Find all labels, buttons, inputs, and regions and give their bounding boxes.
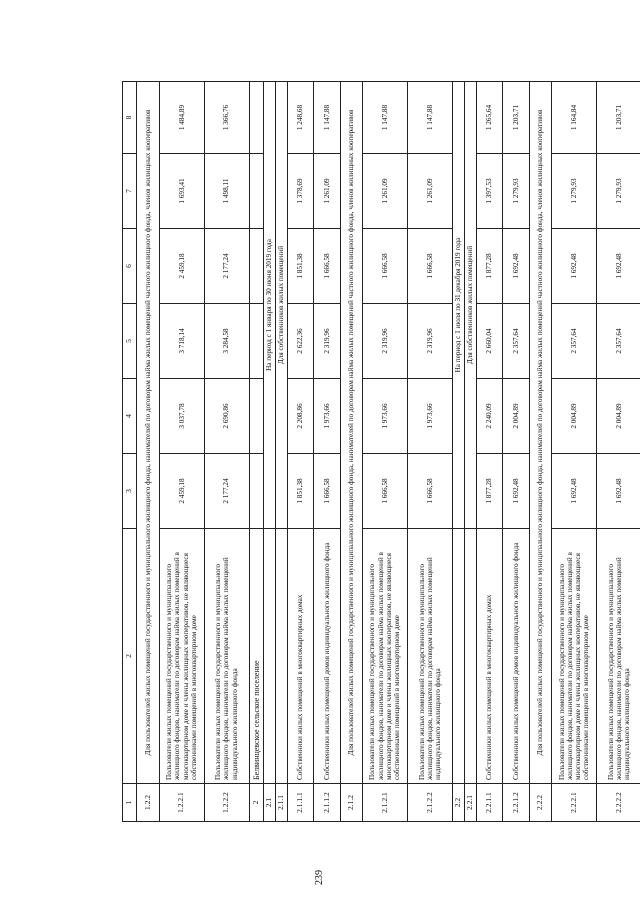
row-value: 2 690,86 — [204, 379, 249, 454]
table-row — [275, 82, 287, 822]
category-title: Для пользователей жилых помещений государственного и муниципального жилищного фонда, нанимателей по договорам найма жилых помещений частного жилищного фонда, членов жилищных кооперативов — [340, 82, 362, 784]
row-value: 1 265,64 — [476, 82, 503, 154]
row-value: 1 498,11 — [204, 154, 249, 229]
table-row — [552, 82, 597, 822]
row-value: 1 279,93 — [552, 154, 597, 229]
row-value: 1 147,88 — [363, 82, 408, 154]
row-code: 2.2.1.2 — [503, 784, 530, 822]
row-value: 2 622,36 — [287, 304, 314, 379]
header-cell: 6 — [123, 229, 137, 304]
category-title: Для пользователей жилых помещений государственного и муниципального жилищного фонда, нанимателей по договорам найма жилых помещений частного жилищного фонда, членов жилищных кооперативов — [137, 82, 159, 784]
row-value: 3 718,14 — [159, 304, 204, 379]
table-row — [363, 82, 408, 822]
row-description: Пользователи жилых помещений государственного и муниципального жилищного фондов, наниматели по договорам найма жилых помещений в многоквартирном доме и члены жилищных кооперативов, не являющиеся собственниками помещений в многоквартирном доме — [363, 529, 408, 784]
header-cell: 2 — [123, 529, 137, 784]
row-value: 1 397,53 — [476, 154, 503, 229]
empty-cell — [249, 82, 263, 154]
row-value: 1 666,58 — [363, 454, 408, 529]
row-description: Пользователи жилых помещений государственного и муниципального жилищного фондов, наниматели по договорам найма жилых помещений индивидуального жилищного фонда — [407, 529, 452, 784]
row-value: 1 279,93 — [503, 154, 530, 229]
row-code: 2.1 — [263, 784, 275, 822]
row-description: Собственники жилых помещений в многоквартирных домах — [287, 529, 314, 784]
empty-cell — [249, 154, 263, 229]
table-row — [464, 82, 476, 822]
row-code: 2.2.2.1 — [552, 784, 597, 822]
row-value: 2 459,18 — [159, 229, 204, 304]
row-value: 1 666,58 — [314, 454, 341, 529]
table-row — [529, 82, 551, 822]
row-value: 1 692,48 — [503, 454, 530, 529]
row-code: 2.1.1.1 — [287, 784, 314, 822]
row-value: 2 004,89 — [503, 379, 530, 454]
row-description: Собственники жилых помещений домов индивидуального жилищного фонда — [503, 529, 530, 784]
row-value: 2 357,64 — [552, 304, 597, 379]
row-value: 2 459,18 — [159, 454, 204, 529]
table-row — [597, 82, 640, 822]
row-value: 1 279,93 — [597, 154, 640, 229]
row-code: 2.2.2 — [529, 784, 551, 822]
row-value: 2 208,86 — [287, 379, 314, 454]
row-value: 1 164,84 — [552, 82, 597, 154]
header-cell: 5 — [123, 304, 137, 379]
row-value: 1 147,88 — [407, 82, 452, 154]
row-value: 2 004,89 — [597, 379, 640, 454]
row-value: 1 692,48 — [597, 229, 640, 304]
table-row — [340, 82, 362, 822]
row-value: 1 378,69 — [287, 154, 314, 229]
row-description: Собственники жилых помещений домов индивидуального жилищного фонда — [314, 529, 341, 784]
row-description: Пользователи жилых помещений государственного и муниципального жилищного фондов, наниматели по договорам найма жилых помещений индивидуального жилищного фонда — [204, 529, 249, 784]
tariff-table — [122, 81, 640, 822]
row-code: 2 — [249, 784, 263, 822]
row-value: 1 666,58 — [363, 229, 408, 304]
row-code: 2.2.1 — [464, 784, 476, 822]
row-value: 1 973,66 — [363, 379, 408, 454]
header-row — [123, 82, 137, 822]
row-value: 1 203,71 — [597, 82, 640, 154]
row-code: 1.2.2.2 — [204, 784, 249, 822]
row-value: 1 692,48 — [552, 229, 597, 304]
header-cell: 4 — [123, 379, 137, 454]
row-value: 2 319,96 — [314, 304, 341, 379]
empty-cell — [263, 529, 275, 784]
row-value: 2 177,24 — [204, 454, 249, 529]
row-value: 1 877,28 — [476, 229, 503, 304]
row-value: 1 877,28 — [476, 454, 503, 529]
row-value: 1 666,58 — [314, 229, 341, 304]
row-value: 1 147,88 — [314, 82, 341, 154]
row-value: 2 004,89 — [552, 379, 597, 454]
period-title: Для собственников жилых помещений — [275, 82, 287, 529]
row-value: 1 692,48 — [552, 454, 597, 529]
page-number: 239 — [314, 870, 325, 885]
table-row — [287, 82, 314, 822]
row-value: 3 284,58 — [204, 304, 249, 379]
table-row — [159, 82, 204, 822]
row-value: 2 357,64 — [597, 304, 640, 379]
empty-cell — [275, 529, 287, 784]
row-value: 1 666,58 — [407, 454, 452, 529]
row-value: 1 851,38 — [287, 454, 314, 529]
table-row — [137, 82, 159, 822]
row-value: 2 319,96 — [407, 304, 452, 379]
row-value: 1 666,58 — [407, 229, 452, 304]
row-value: 1 261,09 — [407, 154, 452, 229]
section-title: Белвинцевское сельское поселение — [249, 529, 263, 784]
table-row — [452, 82, 464, 822]
table-row — [407, 82, 452, 822]
row-code: 2.2 — [452, 784, 464, 822]
table-row — [503, 82, 530, 822]
row-description: Пользователи жилых помещений государственного и муниципального жилищного фондов, наниматели по договорам найма жилых помещений в многоквартирном доме и члены жилищных кооперативов, не являющиеся собственниками помещений в многоквартирном доме — [552, 529, 597, 784]
header-cell: 8 — [123, 82, 137, 154]
row-code: 1.2.2 — [137, 784, 159, 822]
period-title: На период с 1 января по 30 июня 2019 года — [263, 82, 275, 529]
empty-cell — [464, 529, 476, 784]
empty-cell — [452, 529, 464, 784]
row-code: 2.2.2.2 — [597, 784, 640, 822]
row-value: 1 693,41 — [159, 154, 204, 229]
table-row — [249, 82, 263, 822]
row-value: 2 357,64 — [503, 304, 530, 379]
row-code: 2.1.2.2 — [407, 784, 452, 822]
row-value: 2 177,24 — [204, 229, 249, 304]
row-value: 2 240,09 — [476, 379, 503, 454]
table-row — [476, 82, 503, 822]
table-row — [314, 82, 341, 822]
row-value: 1 973,66 — [314, 379, 341, 454]
empty-cell — [249, 454, 263, 529]
row-value: 1 248,68 — [287, 82, 314, 154]
row-value: 1 692,48 — [503, 229, 530, 304]
row-value: 2 660,04 — [476, 304, 503, 379]
row-value: 1 261,09 — [363, 154, 408, 229]
row-value: 2 319,96 — [363, 304, 408, 379]
category-title: Для пользователей жилых помещений государственного и муниципального жилищного фонда, нанимателей по договорам найма жилых помещений частного жилищного фонда, членов жилищных кооперативов — [529, 82, 551, 784]
row-code: 1.2.2.1 — [159, 784, 204, 822]
row-description: Пользователи жилых помещений государственного и муниципального жилищного фондов, наниматели по договорам найма жилых помещений в многоквартирном доме и члены жилищных кооперативов, не являющиеся собственниками помещений в многоквартирном доме — [159, 529, 204, 784]
header-cell: 3 — [123, 454, 137, 529]
period-title: На период с 1 июля по 31 декабря 2019 года — [452, 82, 464, 529]
empty-cell — [249, 379, 263, 454]
row-value: 1 851,38 — [287, 229, 314, 304]
tariff-table-rotated — [122, 82, 640, 822]
table-row — [204, 82, 249, 822]
header-cell: 7 — [123, 154, 137, 229]
row-code: 2.1.2 — [340, 784, 362, 822]
empty-cell — [249, 304, 263, 379]
row-code: 2.1.1 — [275, 784, 287, 822]
row-description: Собственники жилых помещений в многоквартирных домах — [476, 529, 503, 784]
row-value: 3 037,78 — [159, 379, 204, 454]
row-code: 2.2.1.1 — [476, 784, 503, 822]
header-cell: 1 — [123, 784, 137, 822]
row-code: 2.1.1.2 — [314, 784, 341, 822]
row-value: 1 973,66 — [407, 379, 452, 454]
row-value: 1 484,89 — [159, 82, 204, 154]
empty-cell — [249, 229, 263, 304]
row-value: 1 261,09 — [314, 154, 341, 229]
table-row — [263, 82, 275, 822]
row-code: 2.1.2.1 — [363, 784, 408, 822]
row-value: 1 366,76 — [204, 82, 249, 154]
row-value: 1 203,71 — [503, 82, 530, 154]
row-description: Пользователи жилых помещений государственного и муниципального жилищного фондов, наниматели по договорам найма жилых помещений индивидуального жилищного фонда — [597, 529, 640, 784]
row-value: 1 692,48 — [597, 454, 640, 529]
period-title: Для собственников жилых помещений — [464, 82, 476, 529]
